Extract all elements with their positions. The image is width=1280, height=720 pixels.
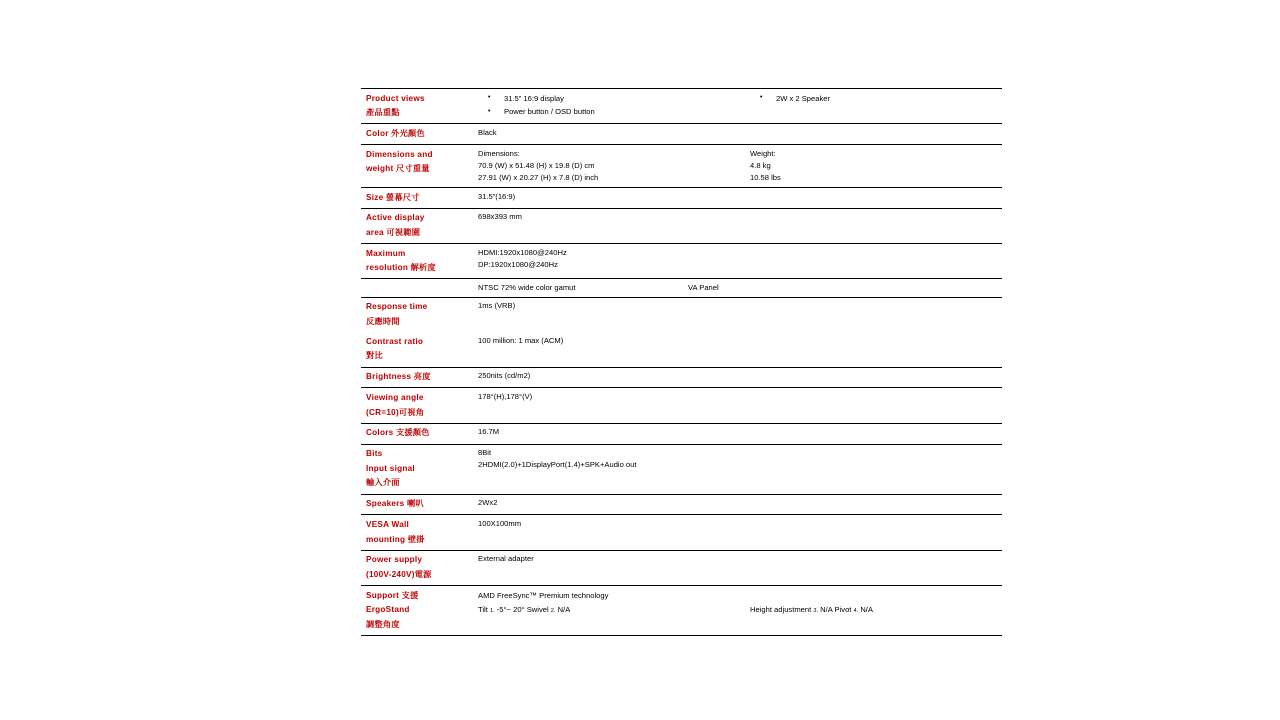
table-row-bits-input-signal (361, 444, 1002, 494)
label-cjk: 尺寸重量 (395, 164, 430, 174)
value-line: Weight: (750, 148, 776, 158)
row-value-maximum-resolution (474, 244, 1002, 279)
freesync-technology-line: AMD FreeSync™ Premium technology (478, 590, 609, 600)
value-line: NTSC 72% wide color gamut (478, 283, 576, 293)
row-label-response-time (361, 297, 474, 332)
table-row-dimensions-weight (361, 145, 1002, 188)
row-label-power-supply (361, 550, 474, 585)
value-line: Black (478, 127, 497, 137)
row-label-vesa-wall-mounting (361, 515, 474, 550)
row-value-viewing-angle (474, 388, 1002, 423)
adjust-value: N/A (860, 605, 873, 615)
table-row-viewing-angle (361, 388, 1002, 423)
label-cjk-2: 調整角度 (366, 619, 400, 629)
value-line: 70.9 (W) x 51.48 (H) x 19.8 (D) cm (478, 160, 595, 170)
value-line: 1ms (VRB) (478, 301, 516, 311)
row-label-support-ergostand (361, 586, 474, 636)
row-value-colors (474, 423, 1002, 444)
row-value-response-time (474, 297, 1002, 332)
value-line: DP:1920x1080@240Hz (478, 259, 558, 269)
adjust-index: 3. (813, 608, 819, 615)
table-row-support-ergostand (361, 586, 1002, 636)
table-row-power-supply (361, 550, 1002, 585)
adjust-value: N/A (557, 605, 571, 615)
label-cjk: 外光顏色 (391, 128, 425, 138)
adjust-value: N/A (820, 605, 833, 615)
value-line: 698x393 mm (478, 212, 522, 222)
label-cjk: 可視範圍 (386, 227, 421, 237)
monitor-specification-table (361, 88, 1002, 636)
value-line: External adapter (478, 554, 534, 564)
row-value-color (474, 124, 1002, 145)
value-line: 100X100mm (478, 518, 522, 528)
label-en-line2: Input signal (366, 463, 415, 473)
row-label-brightness (361, 367, 474, 388)
label-cjk: (100V-240V)電源 (366, 569, 432, 579)
label-en: Size (366, 192, 384, 202)
label-en: Colors (366, 428, 394, 438)
row-value-contrast-ratio (474, 332, 1002, 367)
adjust-value: -5°~ 20° (496, 605, 525, 615)
row-label-dimensions-weight (361, 145, 474, 188)
label-en-line2: ErgoStand (366, 605, 410, 615)
label-cjk-1: 支援 (401, 590, 419, 600)
adjust-index: 4. (853, 608, 859, 615)
adjust-title-pivot: Pivot (834, 605, 852, 615)
value-line: 16.7M (478, 427, 500, 437)
label-en: Power supply (366, 555, 423, 565)
product-views-bullets-left (478, 92, 750, 119)
row-label-product-views (361, 89, 474, 124)
table-row-color (361, 124, 1002, 145)
label-en-line2: mounting (366, 534, 406, 544)
table-row-colors (361, 423, 1002, 444)
label-cjk: 解析度 (410, 263, 436, 273)
label-en: Contrast ratio (366, 336, 424, 346)
row-value-power-supply (474, 550, 1002, 585)
table-row-panel-gamut (361, 279, 1002, 297)
dimensions-block (478, 148, 750, 185)
ergostand-adjust-left (478, 603, 750, 619)
label-en-line1: VESA Wall (366, 519, 410, 529)
value-line: 31.5”(16:9) (478, 191, 516, 201)
row-label-panel-gamut (361, 279, 474, 297)
row-value-support-ergostand (474, 586, 1002, 636)
table-row-size (361, 187, 1002, 208)
row-label-viewing-angle (361, 388, 474, 423)
label-en-line1: Bits (366, 449, 383, 459)
table-row-maximum-resolution (361, 244, 1002, 279)
label-en: Color (366, 128, 389, 138)
label-cjk: 喇叭 (406, 499, 424, 509)
table-row-vesa-wall-mounting (361, 515, 1002, 550)
value-line: 178°(H),178°(V) (478, 392, 533, 401)
list-item: • Power button / OSD button (478, 105, 750, 119)
row-label-bits-input-signal (361, 444, 474, 494)
value-line: 4.8 kg (750, 160, 771, 170)
table-row-brightness (361, 367, 1002, 388)
adjust-title-swivel: Swivel (526, 605, 549, 615)
list-item: • 31.5” 16:9 display (478, 92, 750, 106)
row-value-product-views (474, 89, 1002, 124)
label-cjk: 螢幕尺寸 (385, 192, 420, 202)
value-line: 250nits (cd/m2) (478, 371, 531, 381)
label-cjk: 輸入介面 (366, 478, 400, 488)
row-value-size (474, 187, 1002, 208)
row-label-speakers (361, 494, 474, 515)
label-cjk: 亮度 (413, 372, 431, 382)
adjust-title-tilt: Tilt (478, 605, 488, 615)
weight-block (750, 148, 998, 185)
label-en-line1: Maximum (366, 248, 406, 258)
adjust-index: 1. (489, 608, 495, 615)
value-line: 2HDMI(2.0)+1DisplayPort(1.4)+SPK+Audio out (478, 460, 637, 470)
table-row-product-views (361, 89, 1002, 124)
row-value-bits-input-signal (474, 444, 1002, 494)
label-cjk: (CR=10)可視角 (366, 407, 425, 417)
adjust-index: 2. (550, 608, 556, 615)
row-label-size (361, 187, 474, 208)
label-cjk: 壁掛 (407, 534, 425, 544)
table-row-response-time (361, 297, 1002, 332)
label-en: Brightness (366, 372, 412, 382)
table-row-speakers (361, 494, 1002, 515)
label-cjk: 對比 (366, 351, 383, 361)
table-row-active-display-area (361, 208, 1002, 243)
value-line: 27.91 (W) x 20.27 (H) x 7.8 (D) inch (478, 173, 599, 183)
label-en: Response time (366, 302, 428, 312)
list-item: • 2W x 2 Speaker (750, 92, 998, 106)
value-line: VA Panel (688, 283, 719, 293)
label-en-line1: Dimensions and (366, 149, 433, 159)
ergostand-adjust-right (750, 603, 998, 619)
label-cjk: 支援顏色 (395, 428, 430, 438)
label-en-line2: weight (366, 164, 394, 174)
row-value-brightness (474, 367, 1002, 388)
table-row-contrast-ratio (361, 332, 1002, 367)
row-label-active-display-area (361, 208, 474, 243)
value-line: 100 million: 1 max (ACM) (478, 335, 564, 345)
label-cjk: 產品重點 (366, 108, 400, 118)
value-line: Dimensions: (478, 148, 520, 158)
row-label-contrast-ratio (361, 332, 474, 367)
row-value-dimensions-weight (474, 145, 1002, 188)
label-en: Product views (366, 93, 425, 103)
label-en-line1: Support (366, 590, 400, 600)
label-cjk: 反應時間 (366, 317, 400, 327)
row-label-maximum-resolution (361, 244, 474, 279)
value-line: 2Wx2 (478, 498, 498, 508)
label-en-line1: Active display (366, 213, 425, 223)
row-label-color (361, 124, 474, 145)
row-value-active-display-area (474, 208, 1002, 243)
row-value-speakers (474, 494, 1002, 515)
product-views-bullets-right (750, 92, 998, 119)
row-value-panel-gamut (474, 279, 1002, 297)
label-en-line2: resolution (366, 263, 409, 273)
label-en-line2: area (366, 227, 384, 237)
row-value-vesa-wall-mounting (474, 515, 1002, 550)
label-en: Viewing angle (366, 393, 424, 402)
value-line: 10.58 lbs (750, 173, 781, 183)
value-line: HDMI:1920x1080@240Hz (478, 247, 567, 257)
label-en: Speakers (366, 499, 405, 509)
adjust-title-height: Height adjustment (750, 605, 812, 615)
row-label-colors (361, 423, 474, 444)
value-line: 8Bit (478, 448, 492, 458)
